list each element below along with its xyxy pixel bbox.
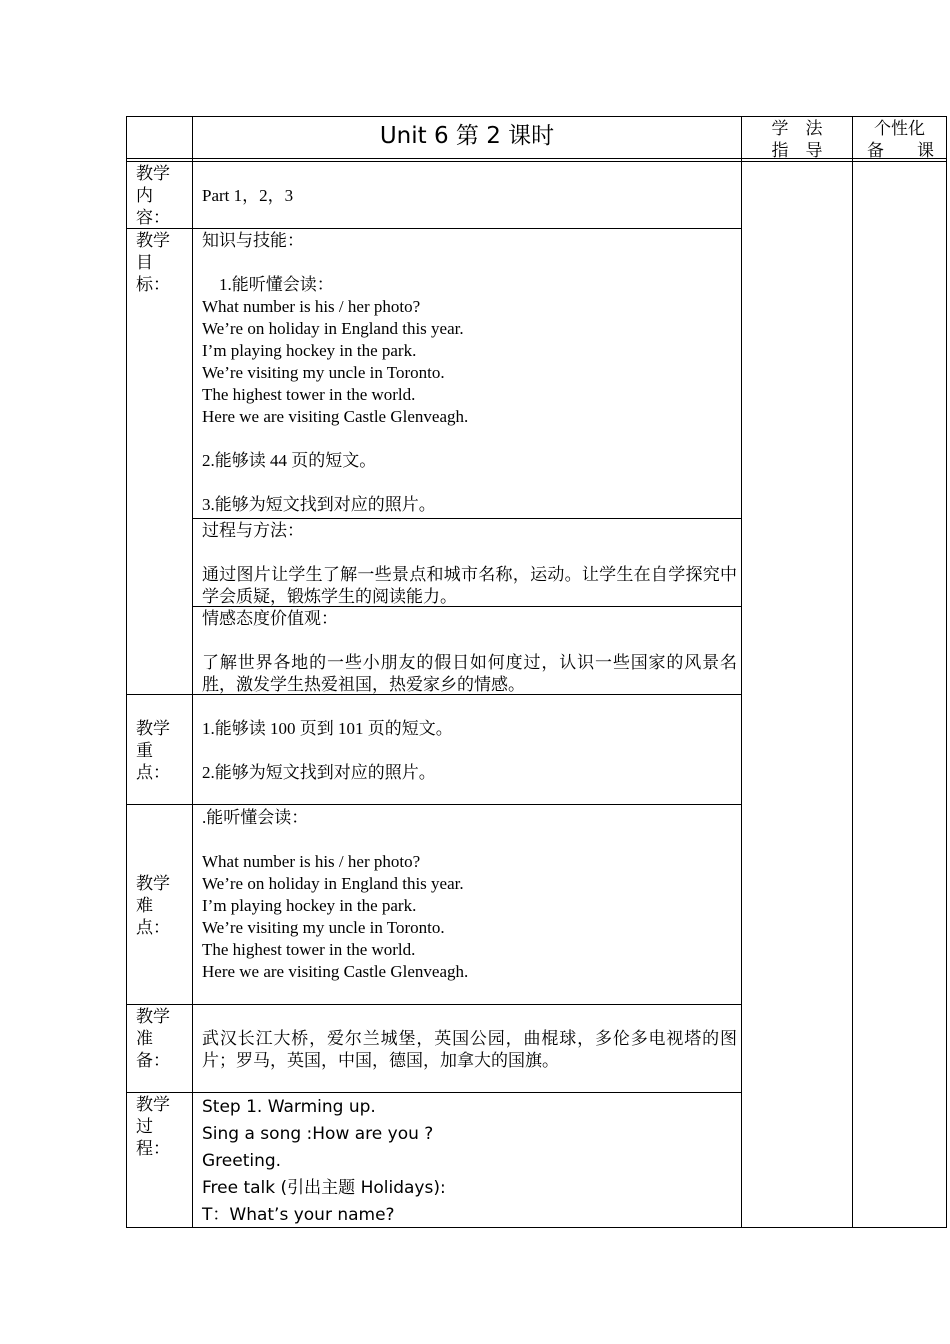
- row-divider-content: [126, 228, 741, 229]
- difficulty-sentence: We’re on holiday in England this year.: [202, 874, 464, 893]
- goal-sentence: Here we are visiting Castle Glenveagh.: [202, 407, 469, 426]
- goal-sentence: I’m playing hockey in the park.: [202, 341, 417, 360]
- lesson-title: Unit 6 第 2 课时: [379, 123, 555, 149]
- preparation-label: [136, 1006, 186, 1072]
- key-point-item-1: 1.能够读 100 页到 101 页的短文。: [202, 719, 453, 738]
- process-label-line-1: 教学: [136, 1095, 170, 1115]
- difficulties-label-line-2: 难: [136, 896, 153, 916]
- row-divider-preparation: [126, 1092, 741, 1093]
- difficulty-sentence: The highest tower in the world.: [202, 940, 416, 959]
- process-steps: [202, 1094, 737, 1229]
- process-step: Free talk (引出主题 Holidays):: [202, 1178, 446, 1198]
- content-parts: Part 1，2，3: [202, 186, 294, 205]
- difficulties-label-line-3: 点：: [136, 918, 170, 938]
- process-label: [136, 1094, 186, 1160]
- emotion-text: 了解世界各地的一些小朋友的假日如何度过，认识一些国家的风景名胜，激发学生热爱祖国，热爱家乡的情感。: [202, 653, 737, 694]
- process-label-line-2: 过: [136, 1117, 153, 1137]
- process-method-block: [202, 520, 737, 608]
- process-step: T：What’s your name?: [202, 1205, 395, 1225]
- table-right-border: [946, 116, 947, 1228]
- goals-label-line-2: 目: [136, 253, 153, 273]
- knowledge-title: 知识与技能：: [202, 231, 304, 250]
- table-left-border: [126, 116, 127, 1228]
- difficulties-label-line-1: 教学: [136, 874, 170, 894]
- preparation-label-line-1: 教学: [136, 1007, 170, 1027]
- key-points-block: [202, 718, 737, 784]
- goal-sentence: What number is his / her photo?: [202, 297, 421, 316]
- guide-column-header: [742, 118, 852, 162]
- key-point-item-2: 2.能够为短文找到对应的照片。: [202, 763, 436, 782]
- process-step: Step 1. Warming up.: [202, 1097, 376, 1117]
- goal-item-1-title: 1.能听懂会读：: [219, 275, 334, 294]
- difficulty-sentence: What number is his / her photo?: [202, 852, 421, 871]
- content-label: [136, 163, 186, 229]
- content-label-line-3: 容：: [136, 208, 170, 228]
- personal-column-header: [853, 118, 946, 162]
- content-label-line-2: 内: [136, 186, 153, 206]
- knowledge-skills-block: [202, 230, 737, 516]
- personal-header-line-1: 个性化: [874, 119, 925, 139]
- difficulties-intro: .能听懂会读：: [202, 808, 309, 827]
- process-method-title: 过程与方法：: [202, 521, 304, 540]
- row-divider-knowledge: [193, 518, 741, 519]
- guide-header-line-2: 指 导: [771, 141, 823, 161]
- content-label-line-1: 教学: [136, 164, 170, 184]
- preparation-label-line-3: 备：: [136, 1051, 170, 1071]
- goal-sentence: We’re visiting my uncle in Toronto.: [202, 363, 445, 382]
- key-points-label-line-1: 教学: [136, 719, 170, 739]
- guide-header-line-1: 学 法: [771, 119, 823, 139]
- row-divider-key-points: [126, 804, 741, 805]
- process-label-line-3: 程：: [136, 1139, 170, 1159]
- goal-sentence: We’re on holiday in England this year.: [202, 319, 464, 338]
- content-text: [202, 185, 737, 207]
- emotion-title: 情感态度价值观：: [202, 609, 338, 628]
- difficulty-sentence: I’m playing hockey in the park.: [202, 896, 417, 915]
- goal-item-2: 2.能够读 44 页的短文。: [202, 451, 377, 470]
- row-divider-difficulties: [126, 1004, 741, 1005]
- content-column-border: [741, 116, 742, 1228]
- goals-label-line-3: 标：: [136, 275, 170, 295]
- goals-label-line-1: 教学: [136, 231, 170, 251]
- difficulty-sentence: Here we are visiting Castle Glenveagh.: [202, 962, 469, 981]
- difficulties-label: [136, 873, 186, 939]
- key-points-label-line-3: 点：: [136, 763, 170, 783]
- difficulty-sentence: We’re visiting my uncle in Toronto.: [202, 918, 445, 937]
- process-step: Greeting.: [202, 1151, 282, 1171]
- process-step: Sing a song :How are you ?: [202, 1124, 434, 1144]
- goal-sentence: The highest tower in the world.: [202, 385, 416, 404]
- personal-header-line-2: 备 课: [867, 141, 934, 161]
- key-points-label-line-2: 重: [136, 741, 153, 761]
- guide-column-border: [852, 116, 853, 1228]
- key-points-label: [136, 718, 186, 784]
- preparation-block: [202, 1028, 737, 1072]
- preparation-text: 武汉长江大桥，爱尔兰城堡，英国公园，曲棍球，多伦多电视塔的图片；罗马，英国，中国，德国，加拿大的国旗。: [202, 1029, 737, 1070]
- process-method-text: 通过图片让学生了解一些景点和城市名称，运动。让学生在自学探究中学会质疑，锻炼学生的阅读能力。: [202, 565, 737, 606]
- emotion-block: [202, 608, 737, 696]
- label-column-border: [192, 116, 193, 1228]
- goals-label: [136, 230, 186, 296]
- preparation-label-line-2: 准: [136, 1029, 153, 1049]
- difficulties-block: [202, 807, 737, 983]
- goal-item-3: 3.能够为短文找到对应的照片。: [202, 495, 436, 514]
